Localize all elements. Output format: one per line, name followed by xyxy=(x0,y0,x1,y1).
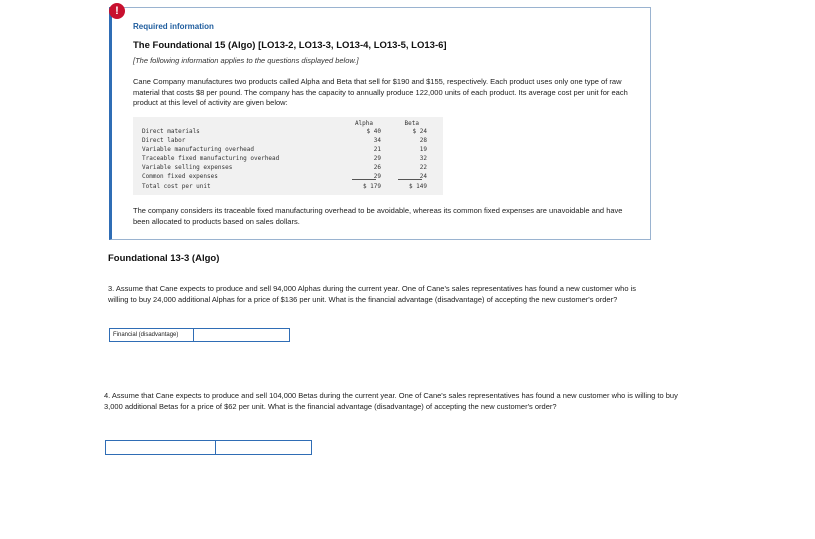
total-divider-alpha xyxy=(352,179,376,180)
question-4-answer-row xyxy=(105,440,312,455)
alpha-value: 21 xyxy=(373,146,381,153)
beta-value: 24 xyxy=(419,173,427,180)
intro-paragraph: Cane Company manufactures two products called Alpha and Beta that sell for $190 and $155, respectively. Each product uses only one type of raw material that costs $8 per pound. The company has the capacity to annually produce 122,000 units of each product. Its average cost per unit for each product at this level of activity are given below: xyxy=(133,77,628,107)
row-label: Common fixed expenses xyxy=(142,173,218,180)
row-label: Direct materials xyxy=(142,128,200,135)
row-label: Traceable fixed manufacturing overhead xyxy=(142,155,280,162)
question-4-answer-input[interactable] xyxy=(216,441,311,454)
note-paragraph: The company considers its traceable fixed manufacturing overhead to be avoidable, whereas its common fixed expenses are unavoidable and have been allocated to products based on sales dollars. xyxy=(133,206,623,226)
table-row xyxy=(142,164,442,173)
alpha-total: $ 179 xyxy=(362,183,381,190)
table-row xyxy=(142,128,442,137)
alpha-value: 34 xyxy=(373,137,381,144)
beta-value: 28 xyxy=(419,137,427,144)
beta-value: 32 xyxy=(419,155,427,162)
alpha-value: $ 40 xyxy=(366,128,381,135)
beta-value: 22 xyxy=(419,164,427,171)
answer-label: Financial (disadvantage) xyxy=(110,329,194,341)
beta-total: $ 149 xyxy=(408,183,427,190)
alpha-value: 29 xyxy=(373,173,381,180)
total-divider-beta xyxy=(398,179,422,180)
table-row xyxy=(142,173,442,182)
total-row xyxy=(142,183,442,192)
beta-value: $ 24 xyxy=(412,128,427,135)
required-information-label: Required information xyxy=(133,22,214,31)
column-header-beta: Beta xyxy=(404,120,419,127)
row-label: Variable selling expenses xyxy=(142,164,233,171)
question-3-answer-input[interactable] xyxy=(194,329,289,341)
problem-title: The Foundational 15 (Algo) [LO13-2, LO13-3, LO13-4, LO13-5, LO13-6] xyxy=(133,40,447,51)
section-title: Foundational 13-3 (Algo) xyxy=(108,253,220,264)
table-row xyxy=(142,155,442,164)
row-label: Direct labor xyxy=(142,137,186,144)
question-3-text: 3. Assume that Cane expects to produce and sell 94,000 Alphas during the current year. One of Cane's sales representatives has found a new customer who is willing to buy 24,000 additional Alphas for a price of $136 per unit. What is the financial advantage (disadvantage) of accepting the new customer's order? xyxy=(108,284,636,304)
alert-icon: ! xyxy=(109,3,125,19)
row-label: Variable manufacturing overhead xyxy=(142,146,254,153)
question-4-label-select[interactable] xyxy=(106,441,216,454)
alpha-value: 26 xyxy=(373,164,381,171)
question-3-answer-row xyxy=(109,328,290,342)
alpha-value: 29 xyxy=(373,155,381,162)
cost-table xyxy=(133,117,443,195)
total-label: Total cost per unit xyxy=(142,183,211,190)
problem-subtitle: [The following information applies to the questions displayed below.] xyxy=(133,56,359,65)
table-row xyxy=(142,146,442,155)
table-row xyxy=(142,137,442,146)
beta-value: 19 xyxy=(419,146,427,153)
column-header-alpha: Alpha xyxy=(354,120,373,127)
question-4-text: 4. Assume that Cane expects to produce and sell 104,000 Betas during the current year. One of Cane's sales representatives has found a new customer who is willing to buy 3,000 additional Betas for a price of $62 per unit. What is the financial advantage (disadvantage) of accepting the new customer's order? xyxy=(104,391,678,411)
